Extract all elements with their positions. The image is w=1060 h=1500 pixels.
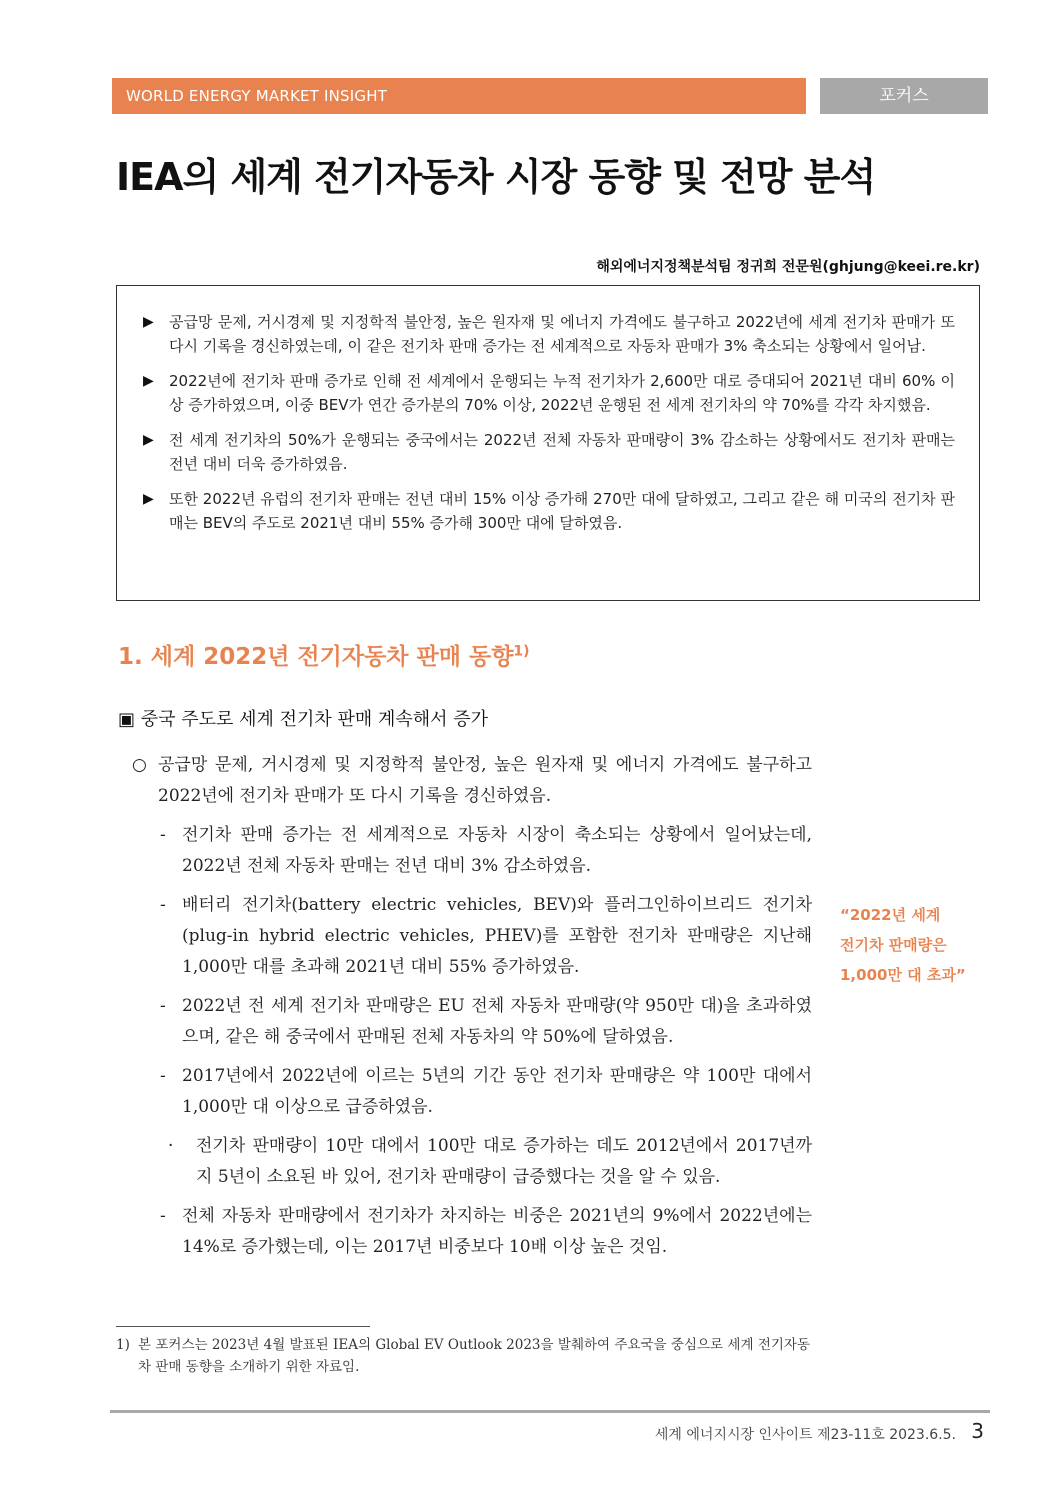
section-heading-text: 1. 세계 2022년 전기자동차 판매 동향 — [118, 644, 514, 670]
footnote-number: 1) — [116, 1337, 130, 1353]
paragraph-text: 전기차 판매량이 10만 대에서 100만 대로 증가하는 데도 2012년에서 2017년까지 5년이 소요된 바 있어, 전기차 판매량이 급증했다는 것을 알 수 있음. — [196, 1136, 812, 1187]
footnote-ref: 1) — [513, 643, 530, 660]
body-text — [132, 750, 812, 1271]
paragraph-text: 배터리 전기차(battery electric vehicles, BEV)와 플러그인하이브리드 전기차(plug-in hybrid electric vehicles, PHEV)를 포함한 전기차 판매량은 지난해 1,000만 대를 초과해 2021년 대비 55% 증가하였음. — [182, 895, 812, 977]
paragraph-dash — [132, 991, 812, 1053]
summary-text: 2022년에 전기차 판매 증가로 인해 전 세계에서 운행되는 누적 전기차가 2,600만 대로 증대되어 2021년 대비 60% 이상 증가하였으며, 이중 BEV가 연간 증가분의 70% 이상, 2022년 운행된 전 세계 전기차의 약 70%를 각각 차지했음. — [169, 372, 955, 414]
dash-bullet-icon: - — [160, 1206, 166, 1226]
triangle-bullet-icon: ▶ — [143, 314, 154, 330]
pull-quote-line: “2022년 세계 — [840, 906, 941, 924]
paragraph-dash — [132, 1201, 812, 1263]
category-tab — [820, 78, 988, 114]
dot-bullet-icon: · — [168, 1136, 174, 1156]
series-title: WORLD ENERGY MARKET INSIGHT — [126, 87, 388, 105]
summary-text: 전 세계 전기차의 50%가 운행되는 중국에서는 2022년 전체 자동차 판매량이 3% 감소하는 상황에서도 전기차 판매는 전년 대비 더욱 증가하였음. — [169, 431, 955, 473]
footer-divider — [110, 1410, 990, 1413]
dash-bullet-icon: - — [160, 1066, 166, 1086]
triangle-bullet-icon: ▶ — [143, 373, 154, 389]
pull-quote — [840, 900, 990, 990]
paragraph-text: 2017년에서 2022년에 이르는 5년의 기간 동안 전기차 판매량은 약 100만 대에서 1,000만 대 이상으로 급증하였음. — [182, 1066, 812, 1117]
pull-quote-line: 1,000만 대 초과” — [840, 966, 966, 984]
pull-quote-line: 전기차 판매량은 — [840, 936, 947, 954]
triangle-bullet-icon: ▶ — [143, 432, 154, 448]
summary-text: 또한 2022년 유럽의 전기차 판매는 전년 대비 15% 이상 증가해 270만 대에 달하였고, 그리고 같은 해 미국의 전기차 판매는 BEV의 주도로 2021년 대비 55% 증가해 300만 대에 달하였음. — [169, 490, 955, 532]
paragraph-dash — [132, 1061, 812, 1123]
footnote-text: 본 포커스는 2023년 4월 발표된 IEA의 Global EV Outlook 2023을 발췌하여 주요국을 중심으로 세계 전기자동차 판매 동향을 소개하기 위한 자료임. — [138, 1337, 810, 1375]
circle-bullet-icon: ○ — [132, 755, 147, 775]
triangle-bullet-icon: ▶ — [143, 491, 154, 507]
summary-item — [143, 487, 955, 535]
summary-item — [143, 310, 955, 358]
footnote — [116, 1334, 810, 1378]
paragraph-dot — [132, 1131, 812, 1193]
author-line: 해외에너지정책분석팀 정귀희 전문원(ghjung@keei.re.kr) — [596, 259, 980, 275]
subheading: ▣ 중국 주도로 세계 전기차 판매 계속해서 증가 — [118, 709, 489, 730]
dash-bullet-icon: - — [160, 895, 166, 915]
series-banner — [112, 78, 806, 114]
summary-box — [116, 285, 980, 601]
paragraph-circle — [132, 750, 812, 812]
section-heading — [118, 638, 530, 671]
paragraph-dash — [132, 890, 812, 983]
paragraph-text: 공급망 문제, 거시경제 및 지정학적 불안정, 높은 원자재 및 에너지 가격에도 불구하고 2022년에 전기차 판매가 또 다시 기록을 경신하였음. — [158, 755, 812, 806]
footnote-divider — [116, 1326, 370, 1327]
summary-item — [143, 369, 955, 417]
paragraph-text: 전기차 판매 증가는 전 세계적으로 자동차 시장이 축소되는 상황에서 일어났는데, 2022년 전체 자동차 판매는 전년 대비 3% 감소하였음. — [182, 825, 812, 876]
page-number: 3 — [971, 1419, 984, 1443]
paragraph-text: 전체 자동차 판매량에서 전기차가 차지하는 비중은 2021년의 9%에서 2022년에는 14%로 증가했는데, 이는 2017년 비중보다 10배 이상 높은 것임. — [182, 1206, 812, 1257]
category-label: 포커스 — [879, 86, 929, 106]
paragraph-dash — [132, 820, 812, 882]
dash-bullet-icon: - — [160, 825, 166, 845]
page-title: IEA의 세계 전기자동차 시장 동향 및 전망 분석 — [116, 155, 876, 199]
summary-text: 공급망 문제, 거시경제 및 지정학적 불안정, 높은 원자재 및 에너지 가격에도 불구하고 2022년에 세계 전기차 판매가 또다시 기록을 경신하였는데, 이 같은 전기차 판매 증가는 전 세계적으로 자동차 판매가 3% 축소되는 상황에서 일어남. — [169, 313, 955, 355]
publication-info: 세계 에너지시장 인사이트 제23-11호 2023.6.5. — [654, 1427, 956, 1443]
dash-bullet-icon: - — [160, 996, 166, 1016]
summary-item — [143, 428, 955, 476]
paragraph-text: 2022년 전 세계 전기차 판매량은 EU 전체 자동차 판매량(약 950만 대)을 초과하였으며, 같은 해 중국에서 판매된 전체 자동차의 약 50%에 달하였음. — [182, 996, 812, 1047]
